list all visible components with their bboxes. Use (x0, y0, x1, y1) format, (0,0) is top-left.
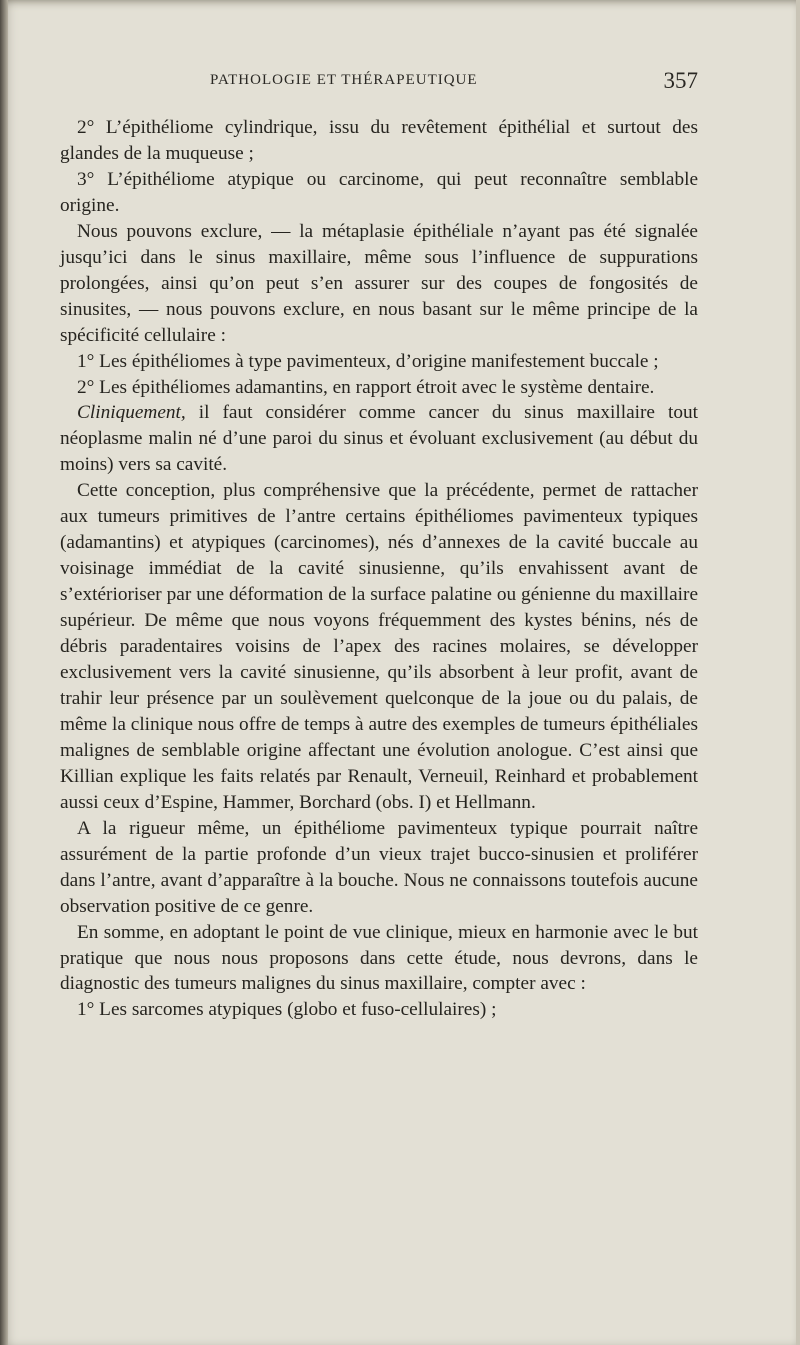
paragraph: En somme, en adoptant le point de vue clinique, mieux en harmonie avec le but pratique que nous nous proposons dans cette étude, nous devrons, dans le diagnostic des tumeurs malignes du sinus maxillaire, compter avec : (60, 921, 698, 995)
page-gutter (0, 0, 8, 1345)
paragraph: 2° Les épithéliomes adamantins, en rapport étroit avec le système dentaire. (77, 376, 655, 398)
paragraph: 2° L’épithéliome cylindrique, issu du revêtement épithélial et surtout des glandes de la muqueuse ; (60, 117, 698, 164)
paragraph: 1° Les épithéliomes à type pavimenteux, d’origine manifestement buccale ; (77, 350, 659, 372)
page-header (60, 68, 698, 96)
paragraph: 3° L’épithéliome atypique ou carcinome, qui peut reconnaître semblable origine. (60, 168, 698, 216)
running-head: PATHOLOGIE ET THÉRAPEUTIQUE (210, 72, 478, 88)
paragraph-cliniquement (60, 400, 698, 478)
paragraph: Nous pouvons exclure, — la métaplasie épithéliale n’ayant pas été signalée jusqu’ici dans le sinus maxillaire, même sous l’influence de suppurations prolongées, ainsi qu’on peut s’en assurer sur des coupes de fongosités de sinusites, — nous pouvons exclure, en nous basant sur le même principe de la spécificité cellulaire : (60, 220, 698, 346)
paragraph: 1° Les sarcomes atypiques (globo et fuso-cellulaires) ; (77, 999, 497, 1021)
paragraph: Cette conception, plus compréhensive que la précédente, permet de rattacher aux tumeurs primitives de l’antre certains épithéliomes pavimenteux typiques (adamantins) et atypiques (carcinomes), nés d’annexes de la cavité buccale au voisinage immédiat de la cavité sinusienne, qu’ils envahissent avant de s’extérioriser par une déformation de la surface palatine ou génienne du maxillaire supérieur. De même que nous voyons fréquemment des kystes bénins, nés de débris paradentaires voisins de l’apex des racines molaires, se développer exclusivement vers la cavité sinusienne, qu’ils absorbent à leur profit, avant de trahir leur présence par un soulèvement quelconque de la joue ou du palais, de même la clinique nous offre de temps à autre des exemples de tumeurs épithéliales malignes de semblable origine affectant une évolution anologue. C’est ainsi que Killian explique les faits relatés par Renault, Verneuil, Reinhard et probablement aussi ceux d’Espine, Hammer, Borchard (obs. I) et Hellmann. (60, 480, 698, 813)
paragraph: A la rigueur même, un épithéliome pavimenteux typique pourrait naître assurément de la partie profonde d’un vieux trajet bucco-sinusien et proliférer dans l’antre, avant d’apparaître à la bouche. Nous ne connaissons toutefois aucune observation positive de ce genre. (60, 817, 698, 917)
page-number: 357 (663, 68, 698, 93)
paragraph-rest: il faut considérer comme cancer du sinus maxillaire tout néoplasme malin né d’une paroi du sinus et évoluant exclusivement (au début du moins) vers sa cavité. (60, 402, 698, 476)
italic-lead: Cliniquement, (77, 402, 186, 424)
body-text (60, 115, 698, 1023)
